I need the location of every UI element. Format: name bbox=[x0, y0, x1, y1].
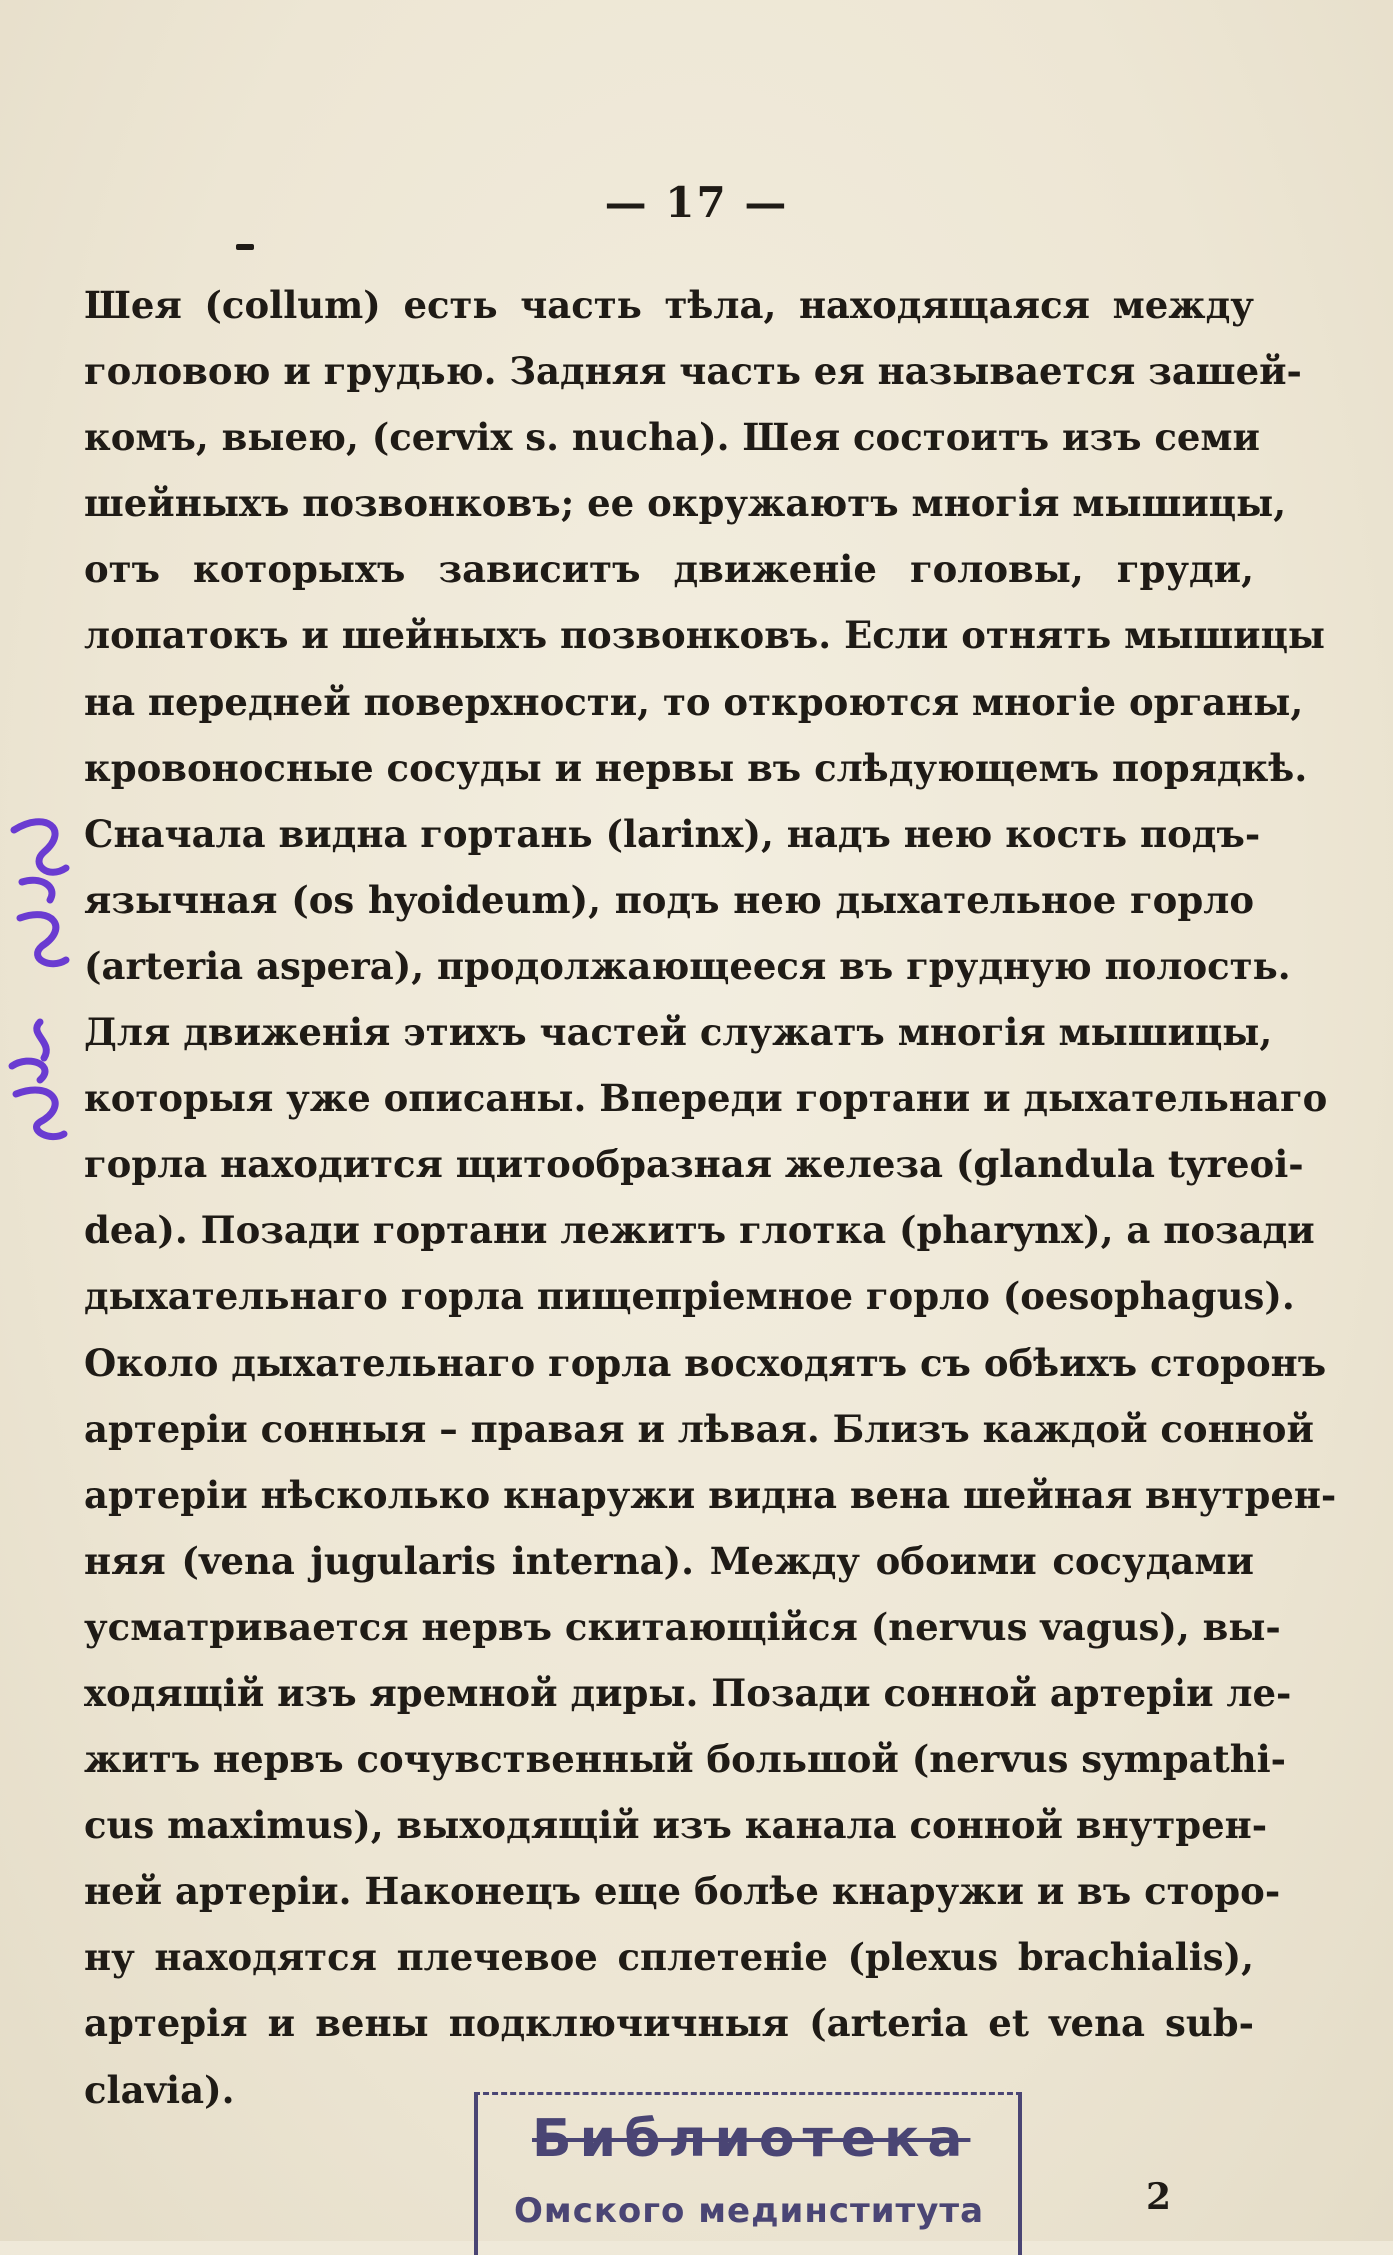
stamp-subtitle: Омского мединститута bbox=[514, 2191, 985, 2231]
text-line: усматривается нервъ скитающійся (nervus vagus), вы- bbox=[84, 1604, 1281, 1649]
text-line: которыя уже описаны. Впереди гортани и дыхательнаго bbox=[84, 1076, 1328, 1121]
page-number: — 17 — bbox=[604, 178, 789, 227]
text-line: шейныхъ позвонковъ; ее окружаютъ многія мышицы, bbox=[84, 481, 1287, 526]
text-line: Для движенія этихъ частей служатъ многія мышицы, bbox=[84, 1010, 1273, 1055]
text-line: на передней поверхности, то откроются многіе органы, bbox=[84, 679, 1304, 724]
text-line: Сначала видна гортань (larinx), надъ нею кость подъ- bbox=[84, 811, 1261, 856]
text-line: комъ, выею, (cervix s. nucha). Шея состоитъ изъ семи bbox=[84, 415, 1260, 460]
text-line: артеріи нѣсколько кнаружи видна вена шейная внутрен- bbox=[84, 1472, 1337, 1517]
text-line: язычная (os hyoideum), подъ нею дыхательное горло bbox=[84, 877, 1254, 922]
text-line: лопатокъ и шейныхъ позвонковъ. Если отнять мышицы bbox=[84, 613, 1326, 658]
text-line: артерія и вены подключичныя (arteria et vena sub- bbox=[84, 2001, 1254, 2046]
sheet-signature-number: 2 bbox=[1146, 2176, 1172, 2218]
body-text bbox=[84, 272, 1337, 2123]
handwritten-margin-marks bbox=[0, 810, 80, 1150]
text-line: ней артеріи. Наконецъ еще болѣе кнаружи и въ сторо- bbox=[84, 1869, 1281, 1914]
text-line: отъ которыхъ зависитъ движеніе головы, груди, bbox=[84, 547, 1254, 592]
text-line: ну находятся плечевое сплетеніе (plexus brachialis), bbox=[84, 1935, 1254, 1980]
text-line: няя (vena jugularis interna). Между обоими сосудами bbox=[84, 1538, 1254, 1583]
stamp-title: Библиотека bbox=[532, 2109, 971, 2169]
ink-dash-mark bbox=[236, 244, 254, 250]
margin-mark-4 bbox=[16, 1090, 64, 1137]
text-line: clavia). bbox=[84, 2067, 235, 2112]
text-line: житъ нервъ сочувственный большой (nervus sympathi- bbox=[84, 1737, 1287, 1782]
text-line: артеріи сонныя – правая и лѣвая. Близъ каждой сонной bbox=[84, 1406, 1314, 1451]
text-line: кровоносные сосуды и нервы въ слѣдующемъ порядкѣ. bbox=[84, 745, 1308, 790]
library-stamp bbox=[474, 2092, 1022, 2255]
text-line: ходящій изъ яремной диры. Позади сонной артеріи ле- bbox=[84, 1670, 1292, 1715]
text-line: Шея (collum) есть часть тѣла, находящаяся между bbox=[84, 283, 1254, 327]
text-line: дыхательнаго горла пищепріемное горло (oesophagus). bbox=[84, 1274, 1295, 1319]
margin-mark-1 bbox=[14, 822, 66, 900]
margin-mark-2 bbox=[20, 915, 66, 964]
text-line: dea). Позади гортани лежитъ глотка (pharynx), а позади bbox=[84, 1208, 1315, 1253]
text-line: cus maximus), выходящій изъ канала сонной внутрен- bbox=[84, 1803, 1268, 1848]
text-line: горла находится щитообразная железа (glandula tyreoi- bbox=[84, 1142, 1304, 1187]
text-line: (arteria aspera), продолжающееся въ грудную полость. bbox=[84, 943, 1291, 988]
text-line: Около дыхательнаго горла восходятъ съ обѣихъ сторонъ bbox=[84, 1340, 1327, 1385]
margin-mark-3 bbox=[12, 1022, 46, 1080]
text-line: головою и грудью. Задняя часть ея называется зашей- bbox=[84, 349, 1302, 394]
